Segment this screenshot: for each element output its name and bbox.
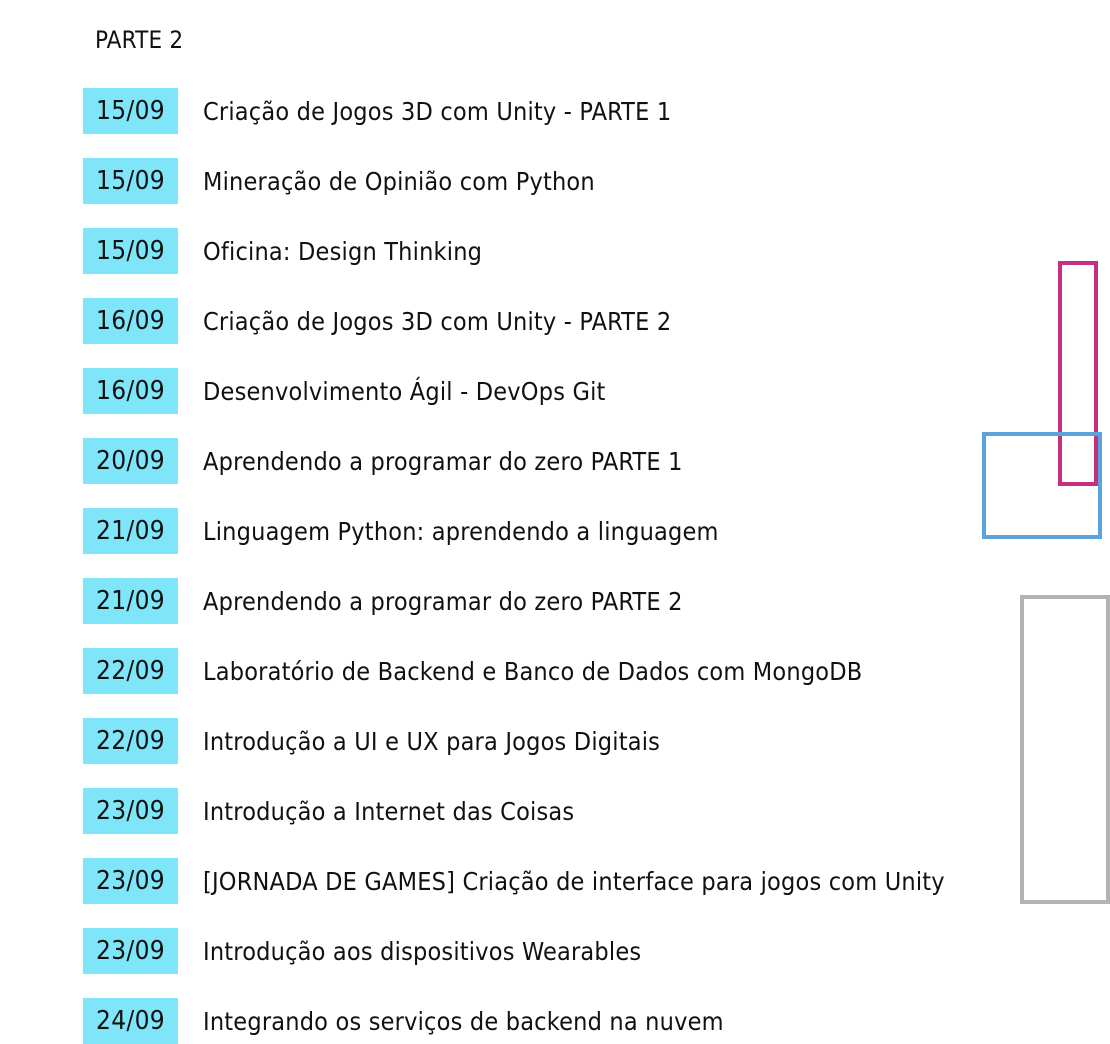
event-date-badge: 23/09 [83,788,178,834]
event-date-badge: 23/09 [83,928,178,974]
event-title: Linguagem Python: aprendendo a linguagem [203,516,719,546]
event-row [83,438,683,484]
event-date-badge: 22/09 [83,648,178,694]
event-date-badge: 24/09 [83,998,178,1044]
event-row [83,158,595,204]
event-row [83,88,671,134]
event-date-badge: 21/09 [83,508,178,554]
event-date-badge: 15/09 [83,88,178,134]
event-title: Laboratório de Backend e Banco de Dados com MongoDB [203,656,863,686]
event-date-badge: 23/09 [83,858,178,904]
event-date-badge: 15/09 [83,228,178,274]
event-title: Mineração de Opinião com Python [203,166,595,196]
event-title: Aprendendo a programar do zero PARTE 1 [203,446,683,476]
event-date-badge: 22/09 [83,718,178,764]
event-title: Criação de Jogos 3D com Unity - PARTE 1 [203,96,672,126]
event-title: Introdução aos dispositivos Wearables [203,936,642,966]
event-title: Desenvolvimento Ágil - DevOps Git [203,376,606,406]
event-row [83,648,862,694]
event-title: [JORNADA DE GAMES] Criação de interface para jogos com Unity [203,866,945,896]
event-title: Integrando os serviços de backend na nuvem [203,1006,724,1036]
event-row [83,788,574,834]
event-date-badge: 21/09 [83,578,178,624]
section-label: PARTE 2 [95,26,184,54]
decorative-gray-frame [1020,595,1110,904]
event-title: Introdução a UI e UX para Jogos Digitais [203,726,661,756]
event-row [83,928,641,974]
event-row [83,718,660,764]
event-date-badge: 15/09 [83,158,178,204]
event-row [83,578,683,624]
event-title: Criação de Jogos 3D com Unity - PARTE 2 [203,306,672,336]
event-date-badge: 20/09 [83,438,178,484]
event-title: Aprendendo a programar do zero PARTE 2 [203,586,683,616]
event-title: Introdução a Internet das Coisas [203,796,575,826]
event-row [83,998,724,1044]
event-row [83,508,719,554]
event-row [83,368,606,414]
decorative-blue-frame [982,432,1102,539]
event-row [83,228,482,274]
event-row [83,858,945,904]
event-date-badge: 16/09 [83,368,178,414]
event-title: Oficina: Design Thinking [203,236,483,266]
event-row [83,298,671,344]
event-date-badge: 16/09 [83,298,178,344]
